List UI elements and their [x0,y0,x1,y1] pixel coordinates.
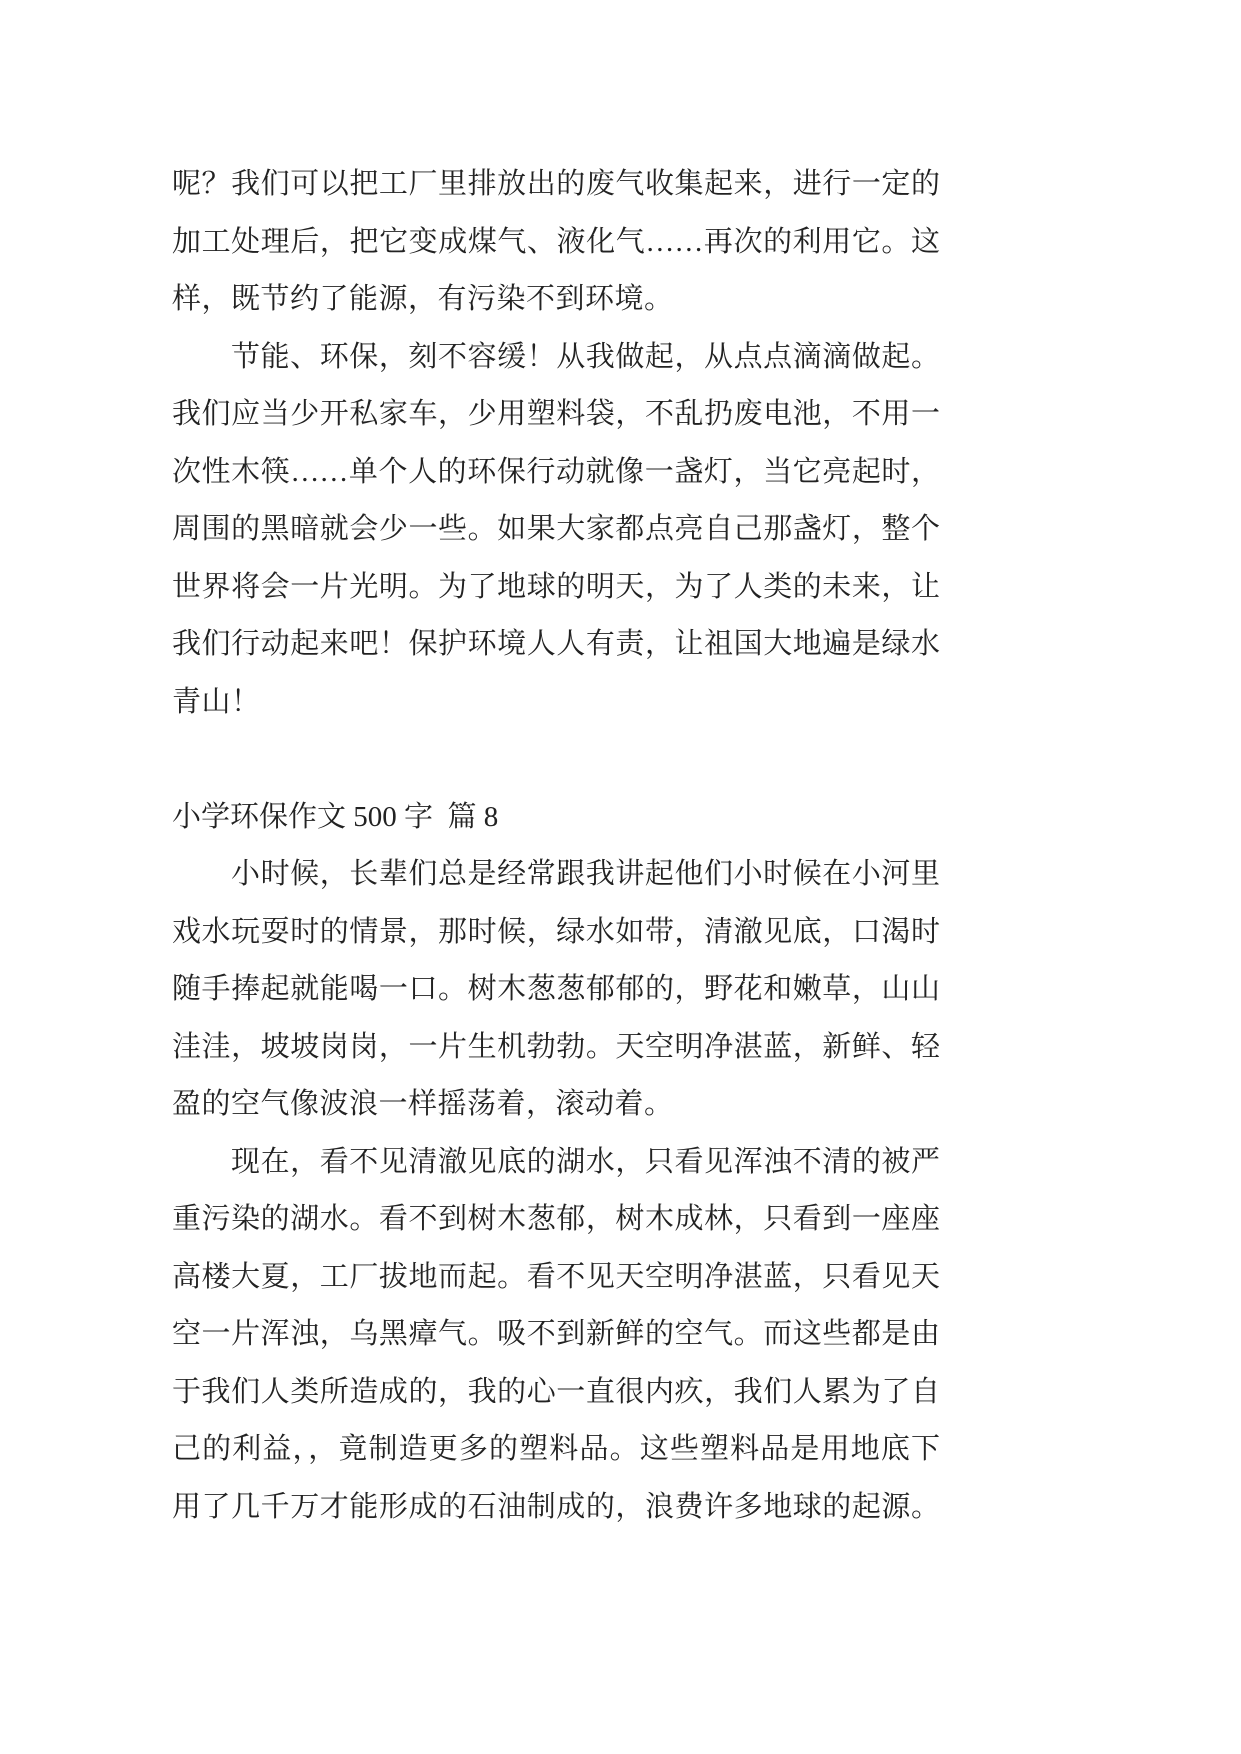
paragraph-present [172,1134,940,1537]
paragraph-line: 洼洼，坡坡岗岗，一片生机勃勃。天空明净湛蓝，新鲜、轻 [172,1030,940,1063]
paragraph-line: 世界将会一片光明。为了地球的明天，为了人类的未来，让 [172,570,940,603]
paragraph-energy-saving [172,329,940,732]
paragraph-line: 戏水玩耍时的情景，那时候，绿水如带，清澈见底，口渴时 [172,915,940,948]
paragraph-line: 现在，看不见清澈见底的湖水，只看见浑浊不清的被严 [231,1145,940,1178]
paragraph-line: 于我们人类所造成的，我的心一直很内疚，我们人累为了自 [172,1375,940,1408]
paragraph-line: 我们行动起来吧！保护环境人人有责，让祖国大地遍是绿水 [172,628,940,660]
document-body [172,156,940,1536]
paragraph-line: 青山！ [172,685,261,718]
paragraph-line: 我们应当少开私家车，少用塑料袋，不乱扔废电池，不用一 [172,398,940,430]
paragraph-line: 周围的黑暗就会少一些。如果大家都点亮自己那盏灯，整个 [172,513,940,545]
paragraph-line: 加工处理后，把它变成煤气、液化气……再次的利用它。这 [172,225,940,258]
paragraph-line: 小时候，长辈们总是经常跟我讲起他们小时候在小河里 [231,858,940,890]
paragraph-line: 用了几千万才能形成的石油制成的，浪费许多地球的起源。 [172,1490,940,1523]
paragraph-line: 重污染的湖水。看不到树木葱郁，树木成林，只看到一座座 [172,1203,940,1235]
paragraph-line: 随手捧起就能喝一口。树木葱葱郁郁的，野花和嫩草，山山 [172,973,940,1005]
paragraph-continued [172,156,940,329]
paragraph-line: 高楼大夏，工厂拔地而起。看不见天空明净湛蓝，只看见天 [172,1260,940,1293]
paragraph-line: 空一片浑浊，乌黑瘴气。吸不到新鲜的空气。而这些都是由 [172,1318,940,1350]
paragraph-line: 样，既节约了能源，有污染不到环境。 [172,283,674,315]
paragraph-line: 己的利益，，竟制造更多的塑料品。这些塑料品是用地底下 [172,1433,940,1465]
paragraph-line: 盈的空气像波浪一样摇荡着，滚动着。 [172,1088,674,1120]
paragraph-line: 次性木筷……单个人的环保行动就像一盏灯，当它亮起时， [172,455,940,488]
paragraph-line: 节能、环保，刻不容缓！从我做起，从点点滴滴做起。 [231,340,940,373]
blank-line [172,731,940,789]
essay-heading: 小学环保作文 500 字 篇 8 [172,800,499,833]
paragraph-childhood [172,846,940,1134]
paragraph-line: 呢？我们可以把工厂里排放出的废气收集起来，进行一定的 [172,168,940,200]
